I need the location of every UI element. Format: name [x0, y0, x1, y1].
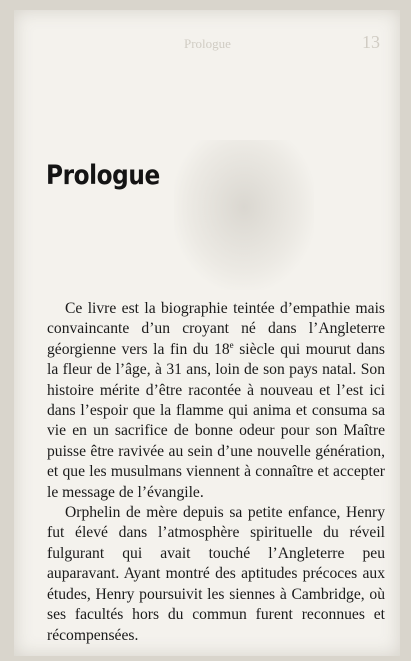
paragraph-1-part-b: siècle qui mourut dans la fleur de l’âge, à 31 ans, loin de son pays natal. Son histoire mérite d’être racontée à nouveau et l’est ici dans l’espoir que la flamme qui anima et consuma sa vie en un sacrifice de bonne odeur pour son Maître puisse être ravivée au sein d’une nouvelle génération, et que les musulmans viennent à connaître et accepter le message de l’évangile. — [47, 340, 385, 501]
book-page — [14, 10, 400, 656]
bleed-through-page-number: 13 — [362, 32, 380, 52]
century-superscript: e — [229, 339, 234, 350]
paragraph-1-part-a: Ce livre est la biographie teintée d’empathie mais convaincante d’un croyant né dans l’Angleterre géorgienne vers la fin du 18 — [47, 300, 385, 358]
chapter-body — [47, 299, 385, 646]
bleed-through-portrait — [174, 140, 314, 290]
chapter-title: Prologue — [46, 160, 160, 191]
paragraph-2: Orphelin de mère depuis sa petite enfance, Henry fut élevé dans l’atmosphère spirituelle du réveil fulgurant qui avait touché l’Angleterre peu auparavant. Ayant montré des aptitudes précoces aux études, Henry poursuivit les siennes à Cambridge, où ses facultés hors du commun furent reconnues et récompensées. — [47, 504, 385, 644]
bleed-through-running-title: Prologue — [184, 36, 231, 51]
paragraph-1 — [47, 299, 385, 503]
